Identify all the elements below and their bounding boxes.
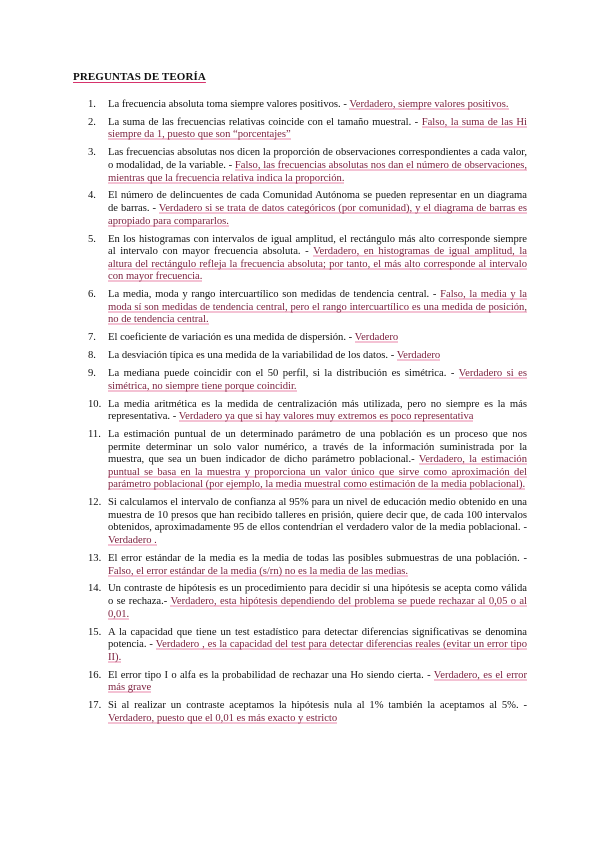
question-text: Un contraste de hipótesis es un procedimiento para decidir si una hipótesis se acepta como válida o se rechaza.- bbox=[108, 583, 527, 608]
question-item bbox=[88, 368, 527, 393]
question-number: 10. bbox=[88, 398, 102, 410]
answer-text: Falso, la suma de las Hi siempre da 1, puesto que son “porcentajes” bbox=[108, 116, 527, 141]
question-number: 9. bbox=[88, 368, 96, 380]
question-text: La estimación puntual de un determinado parámetro de una población es un proceso que nos permite determinar un solo valor numérico, a través de la información suministrada por la muestra, que sea un buen indicador de dicho parámetro poblacional.- bbox=[108, 429, 527, 466]
answer-text: Verdadero , es la capacidad del test para detectar diferencias reales (evitar un error tipo II). bbox=[108, 639, 527, 663]
question-item bbox=[88, 117, 527, 142]
question-number: 2. bbox=[88, 116, 96, 128]
answer-text: Verdadero, es el error más grave bbox=[108, 669, 527, 694]
answer-text: Verdadero . bbox=[108, 535, 157, 547]
question-text: La mediana puede coincidir con el 50 perfil, si la distribución es simétrica. - bbox=[108, 368, 459, 380]
question-number: 11. bbox=[88, 429, 101, 441]
question-text: La suma de las frecuencias relativas coincide con el tamaño muestral. - bbox=[108, 116, 422, 128]
question-item bbox=[88, 99, 527, 112]
question-text: El coeficiente de variación es una medida de dispersión. - bbox=[108, 332, 355, 344]
question-text: El error tipo I o alfa es la probabilidad de rechazar una Ho siendo cierta. - bbox=[108, 669, 434, 681]
question-item bbox=[88, 350, 527, 363]
question-number: 5. bbox=[88, 233, 96, 245]
question-number: 15. bbox=[88, 626, 102, 638]
answer-text: Falso, la media y la moda sí son medidas de tendencia central, pero el rango intercuartílico es una medida de posición, no de tendencia central. bbox=[108, 289, 527, 326]
question-number: 14. bbox=[88, 583, 102, 595]
question-number: 4. bbox=[88, 190, 96, 202]
question-number: 6. bbox=[88, 289, 96, 301]
question-item bbox=[88, 190, 527, 228]
answer-text: Falso, las frecuencias absolutas nos dan el número de observaciones, mientras que la frecuencia relativa indica la proporción. bbox=[108, 159, 527, 184]
answer-text: Verdadero si se trata de datos categóricos (por comunidad), y el diagrama de barras es apropiado para compararlos. bbox=[108, 203, 527, 227]
answer-text: Verdadero, siempre valores positivos. bbox=[349, 99, 509, 110]
answer-text: Falso, el error estándar de la media (s/rn) no es la media de las medias. bbox=[108, 565, 409, 577]
question-list bbox=[88, 99, 527, 731]
answer-text: Verdadero, puesto que el 0,01 es más exacto y estricto bbox=[108, 712, 338, 724]
question-text: Si calculamos el intervalo de confianza al 95% para un nivel de educación medio obtenido en una muestra de 10 presos que han recibido talleres en prisión, quiere decir que, de cada 100 intervalos obtenidos, aproximadamente 95 de ellos contendrían el verdadero valor de la media poblacional. - bbox=[108, 497, 527, 534]
answer-text: Verdadero, en histogramas de igual amplitud, la altura del rectángulo refleja la frecuencia absoluta; por tanto, el más alto corresponde al intervalo con mayor frecuencia. bbox=[108, 246, 527, 283]
question-item bbox=[88, 627, 527, 665]
question-text: A la capacidad que tiene un test estadístico para detectar diferencias significativas se denomina potencia. - bbox=[108, 626, 527, 651]
question-item bbox=[88, 289, 527, 327]
answer-text: Verdadero bbox=[354, 332, 399, 344]
question-number: 7. bbox=[88, 332, 96, 344]
question-item bbox=[88, 332, 527, 345]
question-item bbox=[88, 553, 527, 578]
question-item bbox=[88, 399, 527, 424]
answer-text: Verdadero bbox=[396, 350, 441, 362]
question-number: 13. bbox=[88, 552, 102, 564]
question-number: 8. bbox=[88, 350, 96, 362]
answer-text: Verdadero ya que si hay valores muy extremos es poco representativa bbox=[178, 411, 474, 423]
question-item bbox=[88, 497, 527, 547]
question-text: El error estándar de la media es la media de todas las posibles submuestras de una población. - bbox=[108, 552, 527, 564]
question-item bbox=[88, 670, 527, 695]
answer-text: Verdadero, la estimación puntual se basa en la muestra y proporciona un valor único que sirve como aproximación del parámetro poblacional (por ejemplo, la media muestral como estimación de la media poblacional). bbox=[108, 454, 527, 491]
question-item bbox=[88, 700, 527, 725]
question-text: La media, moda y rango intercuartílico son medidas de tendencia central. - bbox=[108, 289, 441, 301]
answer-text: Verdadero si es simétrica, no siempre tiene porque coincidir. bbox=[108, 368, 527, 392]
question-number: 12. bbox=[88, 497, 102, 509]
question-text: El número de delincuentes de cada Comunidad Autónoma se pueden representar en un diagrama de barras. - bbox=[108, 190, 527, 215]
question-text: Si al realizar un contraste aceptamos la hipótesis nula al 1% también la aceptamos al 5%. - bbox=[108, 700, 527, 712]
question-item bbox=[88, 583, 527, 621]
answer-text: Verdadero, esta hipótesis dependiendo del problema se puede rechazar al 0,05 o al 0,01. bbox=[108, 596, 527, 620]
question-text: La frecuencia absoluta toma siempre valores positivos. - bbox=[108, 99, 350, 110]
question-number: 3. bbox=[88, 147, 96, 159]
question-item bbox=[88, 234, 527, 284]
question-number: 17. bbox=[88, 700, 102, 712]
question-text: La desviación típica es una medida de la variabilidad de los datos. - bbox=[108, 350, 397, 362]
question-number: 16. bbox=[88, 669, 102, 681]
question-item bbox=[88, 429, 527, 492]
question-item bbox=[88, 147, 527, 185]
question-text: Las frecuencias absolutas nos dicen la proporción de observaciones correspondientes a cada valor, o modalidad, de la variable. - bbox=[108, 147, 527, 171]
page-heading: PREGUNTAS DE TEORÍA bbox=[73, 71, 206, 83]
question-text: La media aritmética es la medida de centralización más utilizada, pero no siempre es la más representativa. - bbox=[108, 398, 527, 423]
question-number: 1. bbox=[88, 99, 96, 110]
question-text: En los histogramas con intervalos de igual amplitud, el rectángulo más alto corresponde siempre al intervalo con mayor frecuencia absoluta. - bbox=[108, 233, 527, 258]
